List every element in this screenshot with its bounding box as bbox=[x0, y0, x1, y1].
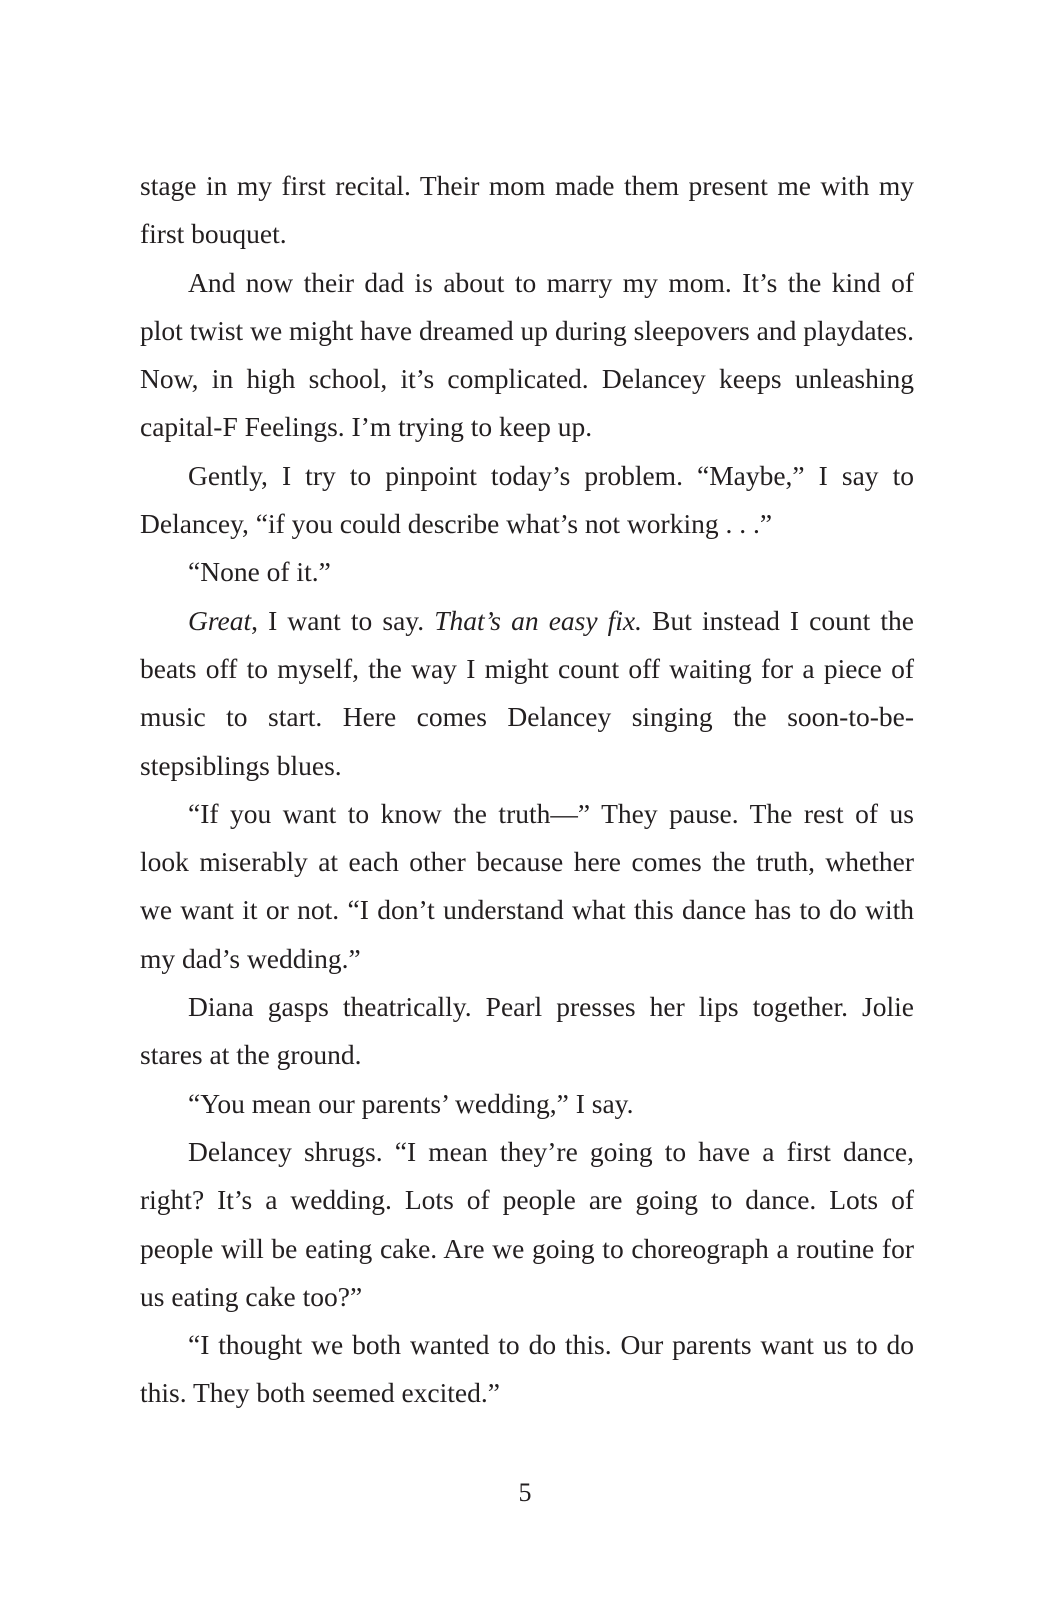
paragraph bbox=[140, 452, 914, 549]
paragraph bbox=[140, 1321, 914, 1418]
text-run: “If you want to know the truth—” They pause. The rest of us look miserably at each other because here comes the truth, whether we want it or not. “I don’t understand what this dance has to do with my dad’s wedding.” bbox=[140, 797, 914, 974]
paragraph bbox=[140, 1080, 914, 1128]
paragraph bbox=[140, 259, 914, 452]
text-run: Delancey shrugs. “I mean they’re going to have a first dance, right? It’s a wedding. Lots of people are going to dance. Lots of people will be eating cake. Are we going to choreograph a routine for us eating cake too?” bbox=[140, 1135, 914, 1312]
text-run: stage in my first recital. Their mom made them present me with my first bouquet. bbox=[140, 170, 914, 250]
italic-text-run: Great bbox=[188, 604, 252, 636]
italic-text-run: That’s an easy fix. bbox=[434, 604, 643, 636]
text-run: “You mean our parents’ wedding,” I say. bbox=[188, 1087, 634, 1119]
text-run: “I thought we both wanted to do this. Our parents want us to do this. They both seemed excited.” bbox=[140, 1329, 914, 1409]
text-run: But instead I count the beats off to myself, the way I might count off waiting for a piece of music to start. Here comes Delancey singing the soon-to-be-stepsiblings blues. bbox=[140, 604, 914, 781]
text-run: , I want to say. bbox=[251, 604, 435, 636]
text-run: And now their dad is about to marry my mom. It’s the kind of plot twist we might have dreamed up during sleepovers and playdates. Now, in high school, it’s complicated. Delancey keeps unleashing capital-F Feelings. I’m trying to keep up. bbox=[140, 266, 914, 443]
paragraph bbox=[140, 790, 914, 983]
text-run: Gently, I try to pinpoint today’s problem. “Maybe,” I say to Delancey, “if you could describe what’s not working . . .” bbox=[140, 459, 914, 540]
page-number: 5 bbox=[518, 1478, 532, 1507]
text-run: “None of it.” bbox=[188, 556, 331, 588]
body-text bbox=[140, 162, 914, 1418]
paragraph bbox=[140, 597, 914, 790]
paragraph bbox=[140, 983, 914, 1080]
paragraph bbox=[140, 162, 914, 259]
text-run: Diana gasps theatrically. Pearl presses her lips together. Jolie stares at the ground. bbox=[140, 991, 914, 1071]
paragraph bbox=[140, 1128, 914, 1321]
paragraph bbox=[140, 548, 914, 596]
